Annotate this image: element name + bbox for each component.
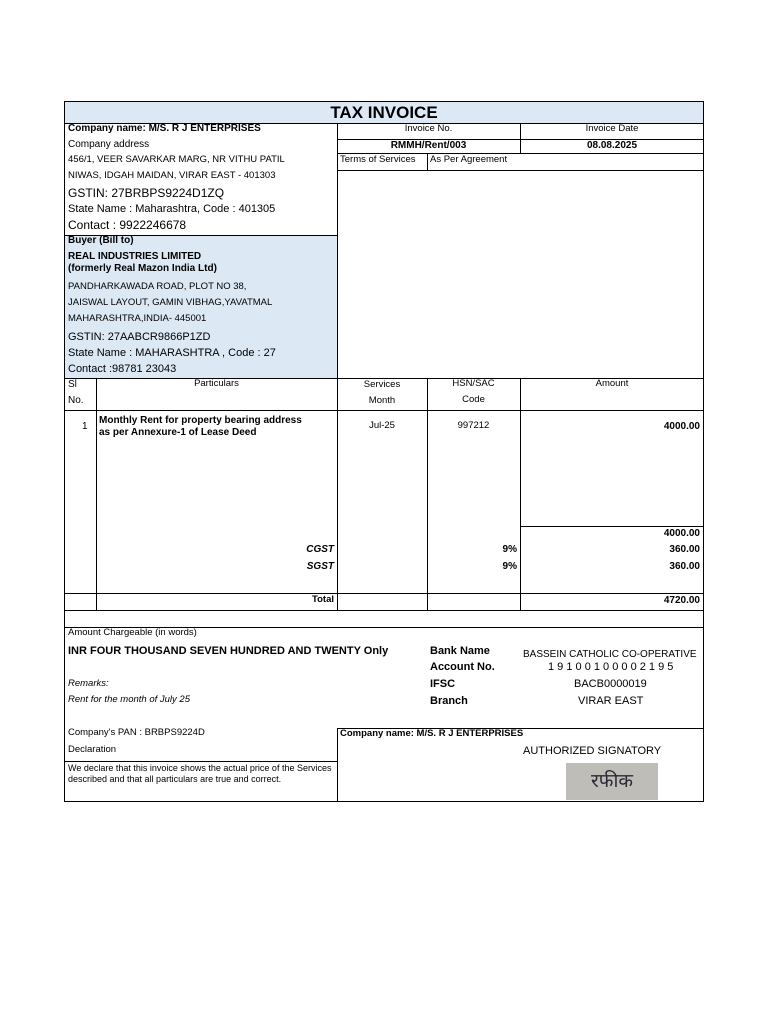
bank-name-label: Bank Name bbox=[430, 645, 490, 657]
header-sl: Sl bbox=[68, 379, 77, 390]
bank-name-value: BASSEIN CATHOLIC CO-OPERATIVE bbox=[523, 649, 697, 660]
buyer-contact: Contact :98781 23043 bbox=[68, 363, 177, 375]
item-month: Jul-25 bbox=[369, 420, 395, 431]
header-services: Services bbox=[363, 379, 401, 390]
seller-address-label: Company address bbox=[68, 139, 150, 150]
authorized-signatory: AUTHORIZED SIGNATORY bbox=[523, 745, 662, 757]
remarks-value: Rent for the month of July 25 bbox=[68, 694, 190, 705]
declaration-label: Declaration bbox=[68, 744, 117, 755]
cgst-amount: 360.00 bbox=[669, 544, 700, 555]
remarks-label: Remarks: bbox=[68, 678, 109, 689]
buyer-state: State Name : MAHARASHTRA , Code : 27 bbox=[68, 347, 276, 359]
invoice-date-label: Invoice Date bbox=[585, 123, 639, 134]
buyer-former-name: (formerly Real Mazon India Ltd) bbox=[68, 263, 217, 274]
buyer-address-line3: MAHARASHTRA,INDIA- 445001 bbox=[68, 313, 207, 324]
amount-words-value: INR FOUR THOUSAND SEVEN HUNDRED AND TWENTY Only bbox=[68, 645, 389, 657]
cgst-label: CGST bbox=[306, 544, 334, 555]
buyer-address-line1: PANDHARKAWADA ROAD, PLOT NO 38, bbox=[68, 281, 247, 292]
buyer-gstin: GSTIN: 27AABCR9866P1ZD bbox=[68, 331, 211, 343]
account-no-value: 1 9 1 0 0 1 0 0 0 0 2 1 9 5 bbox=[548, 661, 674, 673]
buyer-name: REAL INDUSTRIES LIMITED bbox=[68, 251, 202, 262]
sgst-rate: 9% bbox=[502, 561, 517, 572]
header-particulars: Particulars bbox=[194, 378, 239, 389]
ifsc-value: BACB0000019 bbox=[574, 678, 647, 690]
invoice-no-label: Invoice No. bbox=[404, 123, 453, 134]
invoice-title: TAX INVOICE bbox=[330, 103, 438, 122]
branch-label: Branch bbox=[430, 695, 468, 707]
invoice-date-value: 08.08.2025 bbox=[586, 140, 638, 151]
item-sl: 1 bbox=[82, 421, 88, 432]
ifsc-label: IFSC bbox=[430, 678, 456, 690]
declaration-text: We declare that this invoice shows the actual price of the Services described and that all particulars are true and correct. bbox=[68, 763, 332, 784]
sgst-amount: 360.00 bbox=[669, 561, 700, 572]
amount-words-label: Amount Chargeable (in words) bbox=[68, 627, 197, 638]
seller-address-line1: 456/1, VEER SAVARKAR MARG, NR VITHU PATIL bbox=[68, 154, 285, 165]
signature-text: रफीक bbox=[591, 770, 633, 792]
subtotal-amount: 4000.00 bbox=[663, 528, 700, 539]
signature-image bbox=[566, 763, 658, 800]
total-amount: 4720.00 bbox=[663, 595, 700, 606]
seller-gstin: GSTIN: 27BRBPS9224D1ZQ bbox=[68, 186, 225, 200]
terms-value: As Per Agreement bbox=[430, 154, 508, 165]
header-month: Month bbox=[368, 395, 396, 406]
item-desc-line1: Monthly Rent for property bearing address bbox=[99, 415, 302, 426]
account-no-label: Account No. bbox=[430, 661, 495, 673]
signature-scribble bbox=[566, 763, 658, 800]
cgst-rate: 9% bbox=[502, 544, 517, 555]
footer-company-name: Company name: M/S. R J ENTERPRISES bbox=[340, 728, 524, 739]
item-amount: 4000.00 bbox=[663, 421, 700, 432]
header-hsn: HSN/SAC bbox=[452, 378, 495, 389]
seller-contact: Contact : 9922246678 bbox=[68, 218, 187, 232]
invoice-no-value: RMMH/Rent/003 bbox=[390, 140, 467, 151]
seller-state: State Name : Maharashtra, Code : 401305 bbox=[68, 203, 276, 215]
header-code: Code bbox=[462, 394, 485, 405]
company-pan: Company's PAN : BRBPS9224D bbox=[68, 727, 205, 738]
total-label: Total bbox=[312, 594, 334, 605]
item-desc-line2: as per Annexure-1 of Lease Deed bbox=[99, 427, 257, 438]
header-no: No. bbox=[68, 395, 84, 406]
sgst-label: SGST bbox=[306, 561, 334, 572]
buyer-heading: Buyer (Bill to) bbox=[68, 235, 134, 246]
header-amount: Amount bbox=[595, 378, 629, 389]
terms-label: Terms of Services bbox=[340, 154, 416, 165]
item-hsn: 997212 bbox=[457, 420, 490, 431]
seller-company-name: Company name: M/S. R J ENTERPRISES bbox=[68, 123, 261, 134]
buyer-address-line2: JAISWAL LAYOUT, GAMIN VIBHAG,YAVATMAL bbox=[68, 297, 273, 308]
seller-address-line2: NIWAS, IDGAH MAIDAN, VIRAR EAST - 401303 bbox=[68, 170, 276, 181]
branch-value: VIRAR EAST bbox=[578, 695, 644, 707]
